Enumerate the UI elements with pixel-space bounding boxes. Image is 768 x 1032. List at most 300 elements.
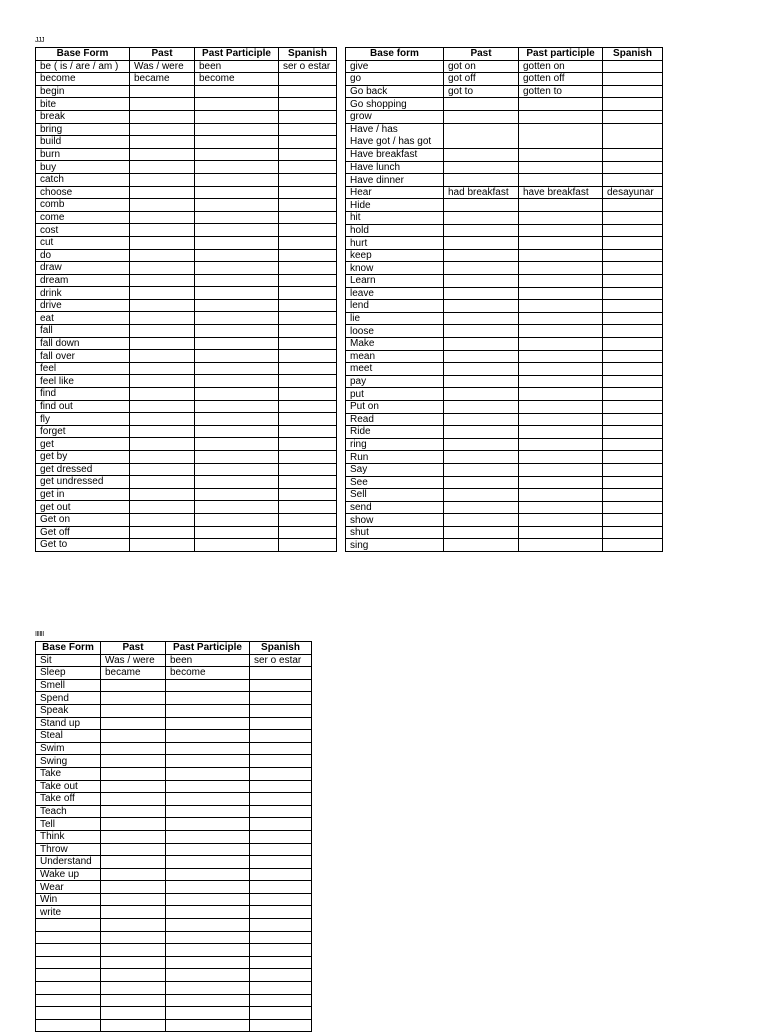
cell-base-form: Throw bbox=[36, 843, 101, 856]
cell-base-form: break bbox=[36, 110, 130, 123]
table1-marker: JJJ bbox=[35, 37, 44, 44]
cell-past-participle: been bbox=[195, 60, 279, 73]
table-row bbox=[346, 413, 663, 426]
cell-spanish bbox=[603, 325, 663, 338]
cell-past bbox=[130, 413, 195, 426]
cell-past bbox=[101, 704, 166, 717]
cell-past bbox=[130, 287, 195, 300]
table-row bbox=[346, 312, 663, 325]
table-row bbox=[36, 856, 312, 869]
cell-spanish bbox=[603, 489, 663, 502]
cell-past-participle: have breakfast bbox=[519, 186, 603, 199]
cell-spanish bbox=[250, 956, 312, 969]
cell-base-form: get dressed bbox=[36, 463, 130, 476]
table-row bbox=[36, 400, 337, 413]
cell-spanish bbox=[279, 501, 337, 514]
cell-base-form: grow bbox=[346, 110, 444, 123]
cell-past bbox=[101, 1007, 166, 1020]
cell-past-participle bbox=[195, 173, 279, 186]
cell-base-form: get by bbox=[36, 451, 130, 464]
cell-past bbox=[101, 919, 166, 932]
cell-base-form: show bbox=[346, 514, 444, 527]
cell-base-form: become bbox=[36, 73, 130, 86]
cell-base-form: lend bbox=[346, 300, 444, 313]
table-row bbox=[36, 793, 312, 806]
table-row bbox=[36, 994, 312, 1007]
cell-base-form: dream bbox=[36, 274, 130, 287]
cell-spanish bbox=[603, 85, 663, 98]
table-row bbox=[346, 199, 663, 212]
table-row bbox=[36, 488, 337, 501]
cell-spanish bbox=[603, 337, 663, 350]
cell-spanish bbox=[603, 426, 663, 439]
table-row bbox=[346, 174, 663, 187]
cell-past bbox=[101, 780, 166, 793]
table-row bbox=[36, 742, 312, 755]
cell-spanish bbox=[250, 818, 312, 831]
cell-base-form bbox=[36, 919, 101, 932]
cell-past-participle bbox=[195, 350, 279, 363]
cell-spanish bbox=[250, 944, 312, 957]
cell-spanish bbox=[279, 73, 337, 86]
cell-past-participle bbox=[195, 85, 279, 98]
table-row bbox=[346, 388, 663, 401]
cell-spanish bbox=[279, 211, 337, 224]
cell-base-form: get out bbox=[36, 501, 130, 514]
table-row bbox=[36, 123, 337, 136]
cell-past bbox=[130, 513, 195, 526]
cell-base-form: loose bbox=[346, 325, 444, 338]
cell-past-participle bbox=[166, 730, 250, 743]
cell-spanish bbox=[279, 375, 337, 388]
cell-past-participle bbox=[166, 868, 250, 881]
table-row bbox=[36, 110, 337, 123]
cell-past bbox=[444, 237, 519, 250]
cell-past bbox=[444, 325, 519, 338]
table-row bbox=[346, 363, 663, 376]
cell-past bbox=[101, 767, 166, 780]
cell-spanish bbox=[279, 110, 337, 123]
cell-past-participle bbox=[519, 174, 603, 187]
cell-past bbox=[130, 388, 195, 401]
cell-spanish bbox=[279, 362, 337, 375]
cell-past bbox=[130, 98, 195, 111]
cell-past bbox=[444, 161, 519, 174]
cell-past-participle bbox=[166, 1019, 250, 1032]
cell-base-form: choose bbox=[36, 186, 130, 199]
table-row bbox=[36, 375, 337, 388]
table-row bbox=[36, 944, 312, 957]
cell-past-participle bbox=[166, 692, 250, 705]
cell-past-participle bbox=[519, 463, 603, 476]
cell-base-form: Swing bbox=[36, 755, 101, 768]
cell-spanish bbox=[603, 199, 663, 212]
cell-past-participle bbox=[195, 337, 279, 350]
cell-spanish bbox=[603, 73, 663, 86]
cell-past-participle bbox=[195, 186, 279, 199]
cell-spanish bbox=[250, 1007, 312, 1020]
cell-spanish bbox=[603, 287, 663, 300]
cell-base-form: Hide bbox=[346, 199, 444, 212]
cell-past-participle bbox=[166, 704, 250, 717]
table-row bbox=[36, 199, 337, 212]
cell-base-form: Win bbox=[36, 893, 101, 906]
cell-base-form: Sell bbox=[346, 489, 444, 502]
cell-past-participle bbox=[166, 944, 250, 957]
table-row bbox=[36, 224, 337, 237]
cell-spanish bbox=[603, 249, 663, 262]
column-header-spanish: Spanish bbox=[603, 48, 663, 61]
cell-past bbox=[444, 476, 519, 489]
table-row bbox=[36, 136, 337, 149]
cell-past bbox=[130, 211, 195, 224]
cell-past: got off bbox=[444, 73, 519, 86]
cell-past-participle bbox=[166, 755, 250, 768]
table-row bbox=[346, 287, 663, 300]
cell-base-form: Sit bbox=[36, 654, 101, 667]
cell-spanish bbox=[603, 451, 663, 464]
cell-past-participle bbox=[519, 249, 603, 262]
table-row bbox=[36, 413, 337, 426]
cell-spanish bbox=[603, 501, 663, 514]
cell-spanish bbox=[603, 312, 663, 325]
cell-spanish bbox=[250, 919, 312, 932]
cell-past-participle bbox=[166, 717, 250, 730]
cell-past: had breakfast bbox=[444, 186, 519, 199]
cell-base-form: ring bbox=[346, 438, 444, 451]
table-row bbox=[36, 931, 312, 944]
cell-base-form bbox=[36, 994, 101, 1007]
cell-past bbox=[101, 994, 166, 1007]
verb-table-2 bbox=[345, 47, 663, 552]
cell-past-participle bbox=[519, 300, 603, 313]
table-row bbox=[36, 211, 337, 224]
cell-spanish bbox=[250, 893, 312, 906]
table-row bbox=[36, 830, 312, 843]
cell-spanish bbox=[250, 742, 312, 755]
cell-spanish bbox=[279, 513, 337, 526]
cell-past-participle bbox=[195, 262, 279, 275]
column-header-base-form: Base Form bbox=[36, 642, 101, 655]
cell-spanish bbox=[250, 881, 312, 894]
cell-base-form: Get to bbox=[36, 539, 130, 552]
cell-past bbox=[101, 793, 166, 806]
cell-base-form: Teach bbox=[36, 805, 101, 818]
cell-base-form: Swim bbox=[36, 742, 101, 755]
cell-past bbox=[444, 426, 519, 439]
column-header-base-form: Base Form bbox=[36, 48, 130, 61]
cell-past-participle bbox=[519, 262, 603, 275]
cell-spanish bbox=[603, 476, 663, 489]
cell-past-participle bbox=[166, 881, 250, 894]
table-row bbox=[36, 476, 337, 489]
cell-past-participle bbox=[519, 287, 603, 300]
cell-past bbox=[130, 148, 195, 161]
cell-past bbox=[444, 110, 519, 123]
cell-past-participle bbox=[519, 161, 603, 174]
cell-base-form: cut bbox=[36, 236, 130, 249]
table-row bbox=[346, 451, 663, 464]
cell-spanish bbox=[279, 312, 337, 325]
table-row bbox=[346, 476, 663, 489]
cell-spanish bbox=[279, 186, 337, 199]
cell-spanish bbox=[603, 149, 663, 162]
cell-base-form: get in bbox=[36, 488, 130, 501]
table-row bbox=[36, 173, 337, 186]
cell-spanish bbox=[279, 438, 337, 451]
cell-past-participle bbox=[519, 451, 603, 464]
cell-past-participle bbox=[195, 274, 279, 287]
table-header-row bbox=[36, 642, 312, 655]
table-row bbox=[36, 501, 337, 514]
cell-past-participle bbox=[519, 400, 603, 413]
cell-base-form: go bbox=[346, 73, 444, 86]
cell-spanish bbox=[250, 906, 312, 919]
cell-spanish bbox=[603, 262, 663, 275]
cell-spanish bbox=[603, 350, 663, 363]
cell-past bbox=[444, 300, 519, 313]
cell-base-form: give bbox=[346, 60, 444, 73]
cell-past-participle: become bbox=[195, 73, 279, 86]
cell-base-form: cost bbox=[36, 224, 130, 237]
cell-past-participle bbox=[195, 400, 279, 413]
cell-base-form: catch bbox=[36, 173, 130, 186]
cell-spanish bbox=[250, 1019, 312, 1032]
cell-spanish bbox=[279, 148, 337, 161]
cell-base-form bbox=[36, 956, 101, 969]
cell-base-form: Wake up bbox=[36, 868, 101, 881]
cell-base-form: Tell bbox=[36, 818, 101, 831]
cell-past bbox=[444, 275, 519, 288]
table-row bbox=[346, 426, 663, 439]
cell-base-form: fall down bbox=[36, 337, 130, 350]
cell-past bbox=[130, 161, 195, 174]
cell-past bbox=[130, 299, 195, 312]
table-row bbox=[36, 1019, 312, 1032]
cell-past bbox=[101, 730, 166, 743]
column-header-spanish: Spanish bbox=[250, 642, 312, 655]
cell-past-participle: been bbox=[166, 654, 250, 667]
cell-past bbox=[444, 413, 519, 426]
cell-past: Was / were bbox=[101, 654, 166, 667]
cell-spanish bbox=[603, 237, 663, 250]
table-row bbox=[346, 438, 663, 451]
cell-spanish bbox=[603, 526, 663, 539]
table-header-row bbox=[346, 48, 663, 61]
cell-past bbox=[130, 274, 195, 287]
cell-past-participle bbox=[195, 513, 279, 526]
cell-base-form: fly bbox=[36, 413, 130, 426]
cell-past bbox=[444, 262, 519, 275]
cell-spanish bbox=[603, 123, 663, 149]
cell-base-form bbox=[36, 931, 101, 944]
table-row bbox=[346, 212, 663, 225]
cell-base-form: Make bbox=[346, 337, 444, 350]
cell-base-form: do bbox=[36, 249, 130, 262]
cell-past-participle bbox=[519, 539, 603, 552]
cell-spanish bbox=[279, 488, 337, 501]
table3-marker: IIIIII bbox=[35, 631, 44, 638]
cell-spanish bbox=[279, 199, 337, 212]
cell-past-participle bbox=[195, 362, 279, 375]
cell-base-form: begin bbox=[36, 85, 130, 98]
cell-past bbox=[130, 123, 195, 136]
cell-past bbox=[130, 325, 195, 338]
cell-past-participle bbox=[166, 856, 250, 869]
cell-spanish bbox=[279, 287, 337, 300]
cell-past bbox=[101, 742, 166, 755]
cell-past-participle bbox=[166, 982, 250, 995]
cell-past-participle: gotten to bbox=[519, 85, 603, 98]
cell-past-participle bbox=[519, 224, 603, 237]
cell-past bbox=[130, 224, 195, 237]
cell-spanish bbox=[250, 755, 312, 768]
cell-past bbox=[130, 110, 195, 123]
column-header-past-participle: Past Participle bbox=[195, 48, 279, 61]
cell-past bbox=[130, 236, 195, 249]
cell-spanish bbox=[603, 60, 663, 73]
table-row bbox=[346, 249, 663, 262]
cell-base-form: pay bbox=[346, 375, 444, 388]
cell-base-form: draw bbox=[36, 262, 130, 275]
cell-spanish bbox=[279, 85, 337, 98]
cell-base-form: sing bbox=[346, 539, 444, 552]
cell-spanish bbox=[279, 161, 337, 174]
cell-spanish bbox=[250, 805, 312, 818]
cell-base-form: find bbox=[36, 388, 130, 401]
cell-spanish bbox=[279, 539, 337, 552]
cell-base-form: get undressed bbox=[36, 476, 130, 489]
cell-past bbox=[130, 362, 195, 375]
table-row bbox=[346, 110, 663, 123]
cell-past bbox=[101, 692, 166, 705]
table-row bbox=[346, 123, 663, 149]
table-row bbox=[346, 501, 663, 514]
table-row bbox=[36, 362, 337, 375]
cell-past-participle bbox=[166, 767, 250, 780]
column-header-base-form: Base form bbox=[346, 48, 444, 61]
cell-base-form: bring bbox=[36, 123, 130, 136]
cell-spanish bbox=[279, 299, 337, 312]
table-row bbox=[36, 780, 312, 793]
cell-past bbox=[101, 805, 166, 818]
table-row bbox=[36, 539, 337, 552]
cell-past bbox=[444, 350, 519, 363]
cell-past bbox=[130, 375, 195, 388]
table-row bbox=[346, 325, 663, 338]
table-row bbox=[36, 299, 337, 312]
cell-past bbox=[130, 425, 195, 438]
table-row bbox=[346, 186, 663, 199]
cell-spanish bbox=[603, 413, 663, 426]
cell-base-form: drive bbox=[36, 299, 130, 312]
cell-past-participle bbox=[195, 236, 279, 249]
cell-base-form: Get on bbox=[36, 513, 130, 526]
cell-base-form: Think bbox=[36, 830, 101, 843]
cell-base-form: be ( is / are / am ) bbox=[36, 60, 130, 73]
cell-past-participle bbox=[519, 110, 603, 123]
cell-past-participle bbox=[166, 956, 250, 969]
cell-past bbox=[444, 501, 519, 514]
cell-base-form: meet bbox=[346, 363, 444, 376]
cell-past bbox=[101, 906, 166, 919]
cell-past-participle bbox=[195, 501, 279, 514]
cell-past bbox=[444, 388, 519, 401]
cell-spanish bbox=[603, 161, 663, 174]
cell-base-form: feel like bbox=[36, 375, 130, 388]
cell-past bbox=[130, 337, 195, 350]
cell-past bbox=[101, 944, 166, 957]
cell-past bbox=[130, 136, 195, 149]
cell-past-participle bbox=[166, 679, 250, 692]
cell-spanish bbox=[279, 274, 337, 287]
table-row bbox=[346, 400, 663, 413]
cell-past bbox=[101, 969, 166, 982]
cell-spanish bbox=[250, 730, 312, 743]
table-row bbox=[36, 425, 337, 438]
cell-past-participle bbox=[166, 780, 250, 793]
cell-base-form: write bbox=[36, 906, 101, 919]
cell-past-participle bbox=[519, 476, 603, 489]
cell-base-form: lie bbox=[346, 312, 444, 325]
column-header-spanish: Spanish bbox=[279, 48, 337, 61]
cell-spanish bbox=[250, 931, 312, 944]
table-row bbox=[36, 868, 312, 881]
table-row bbox=[36, 249, 337, 262]
cell-spanish bbox=[279, 98, 337, 111]
cell-base-form: Have dinner bbox=[346, 174, 444, 187]
cell-base-form: drink bbox=[36, 287, 130, 300]
cell-past-participle bbox=[195, 148, 279, 161]
cell-spanish bbox=[250, 868, 312, 881]
cell-past-participle bbox=[195, 224, 279, 237]
cell-spanish: desayunar bbox=[603, 186, 663, 199]
cell-past bbox=[101, 830, 166, 843]
cell-base-form bbox=[36, 1019, 101, 1032]
cell-spanish bbox=[250, 969, 312, 982]
cell-past-participle bbox=[519, 489, 603, 502]
cell-spanish bbox=[279, 425, 337, 438]
cell-base-form: Go back bbox=[346, 85, 444, 98]
cell-past bbox=[444, 514, 519, 527]
cell-past bbox=[101, 881, 166, 894]
cell-base-form: eat bbox=[36, 312, 130, 325]
cell-base-form: hurt bbox=[346, 237, 444, 250]
cell-spanish bbox=[279, 249, 337, 262]
cell-past-participle bbox=[166, 818, 250, 831]
table-row bbox=[346, 514, 663, 527]
cell-spanish bbox=[250, 843, 312, 856]
cell-base-form: Understand bbox=[36, 856, 101, 869]
cell-past bbox=[444, 363, 519, 376]
cell-spanish bbox=[603, 363, 663, 376]
cell-past-participle bbox=[195, 161, 279, 174]
table-row bbox=[36, 60, 337, 73]
cell-past-participle bbox=[195, 312, 279, 325]
cell-base-form: Steal bbox=[36, 730, 101, 743]
table-row bbox=[36, 906, 312, 919]
cell-spanish bbox=[250, 856, 312, 869]
cell-spanish bbox=[250, 679, 312, 692]
cell-base-form: get bbox=[36, 438, 130, 451]
cell-spanish bbox=[279, 224, 337, 237]
cell-past bbox=[130, 173, 195, 186]
cell-spanish bbox=[279, 236, 337, 249]
cell-past-participle bbox=[519, 98, 603, 111]
cell-base-form: Have / has Have got / has got bbox=[346, 123, 444, 149]
cell-base-form: See bbox=[346, 476, 444, 489]
cell-spanish bbox=[279, 337, 337, 350]
